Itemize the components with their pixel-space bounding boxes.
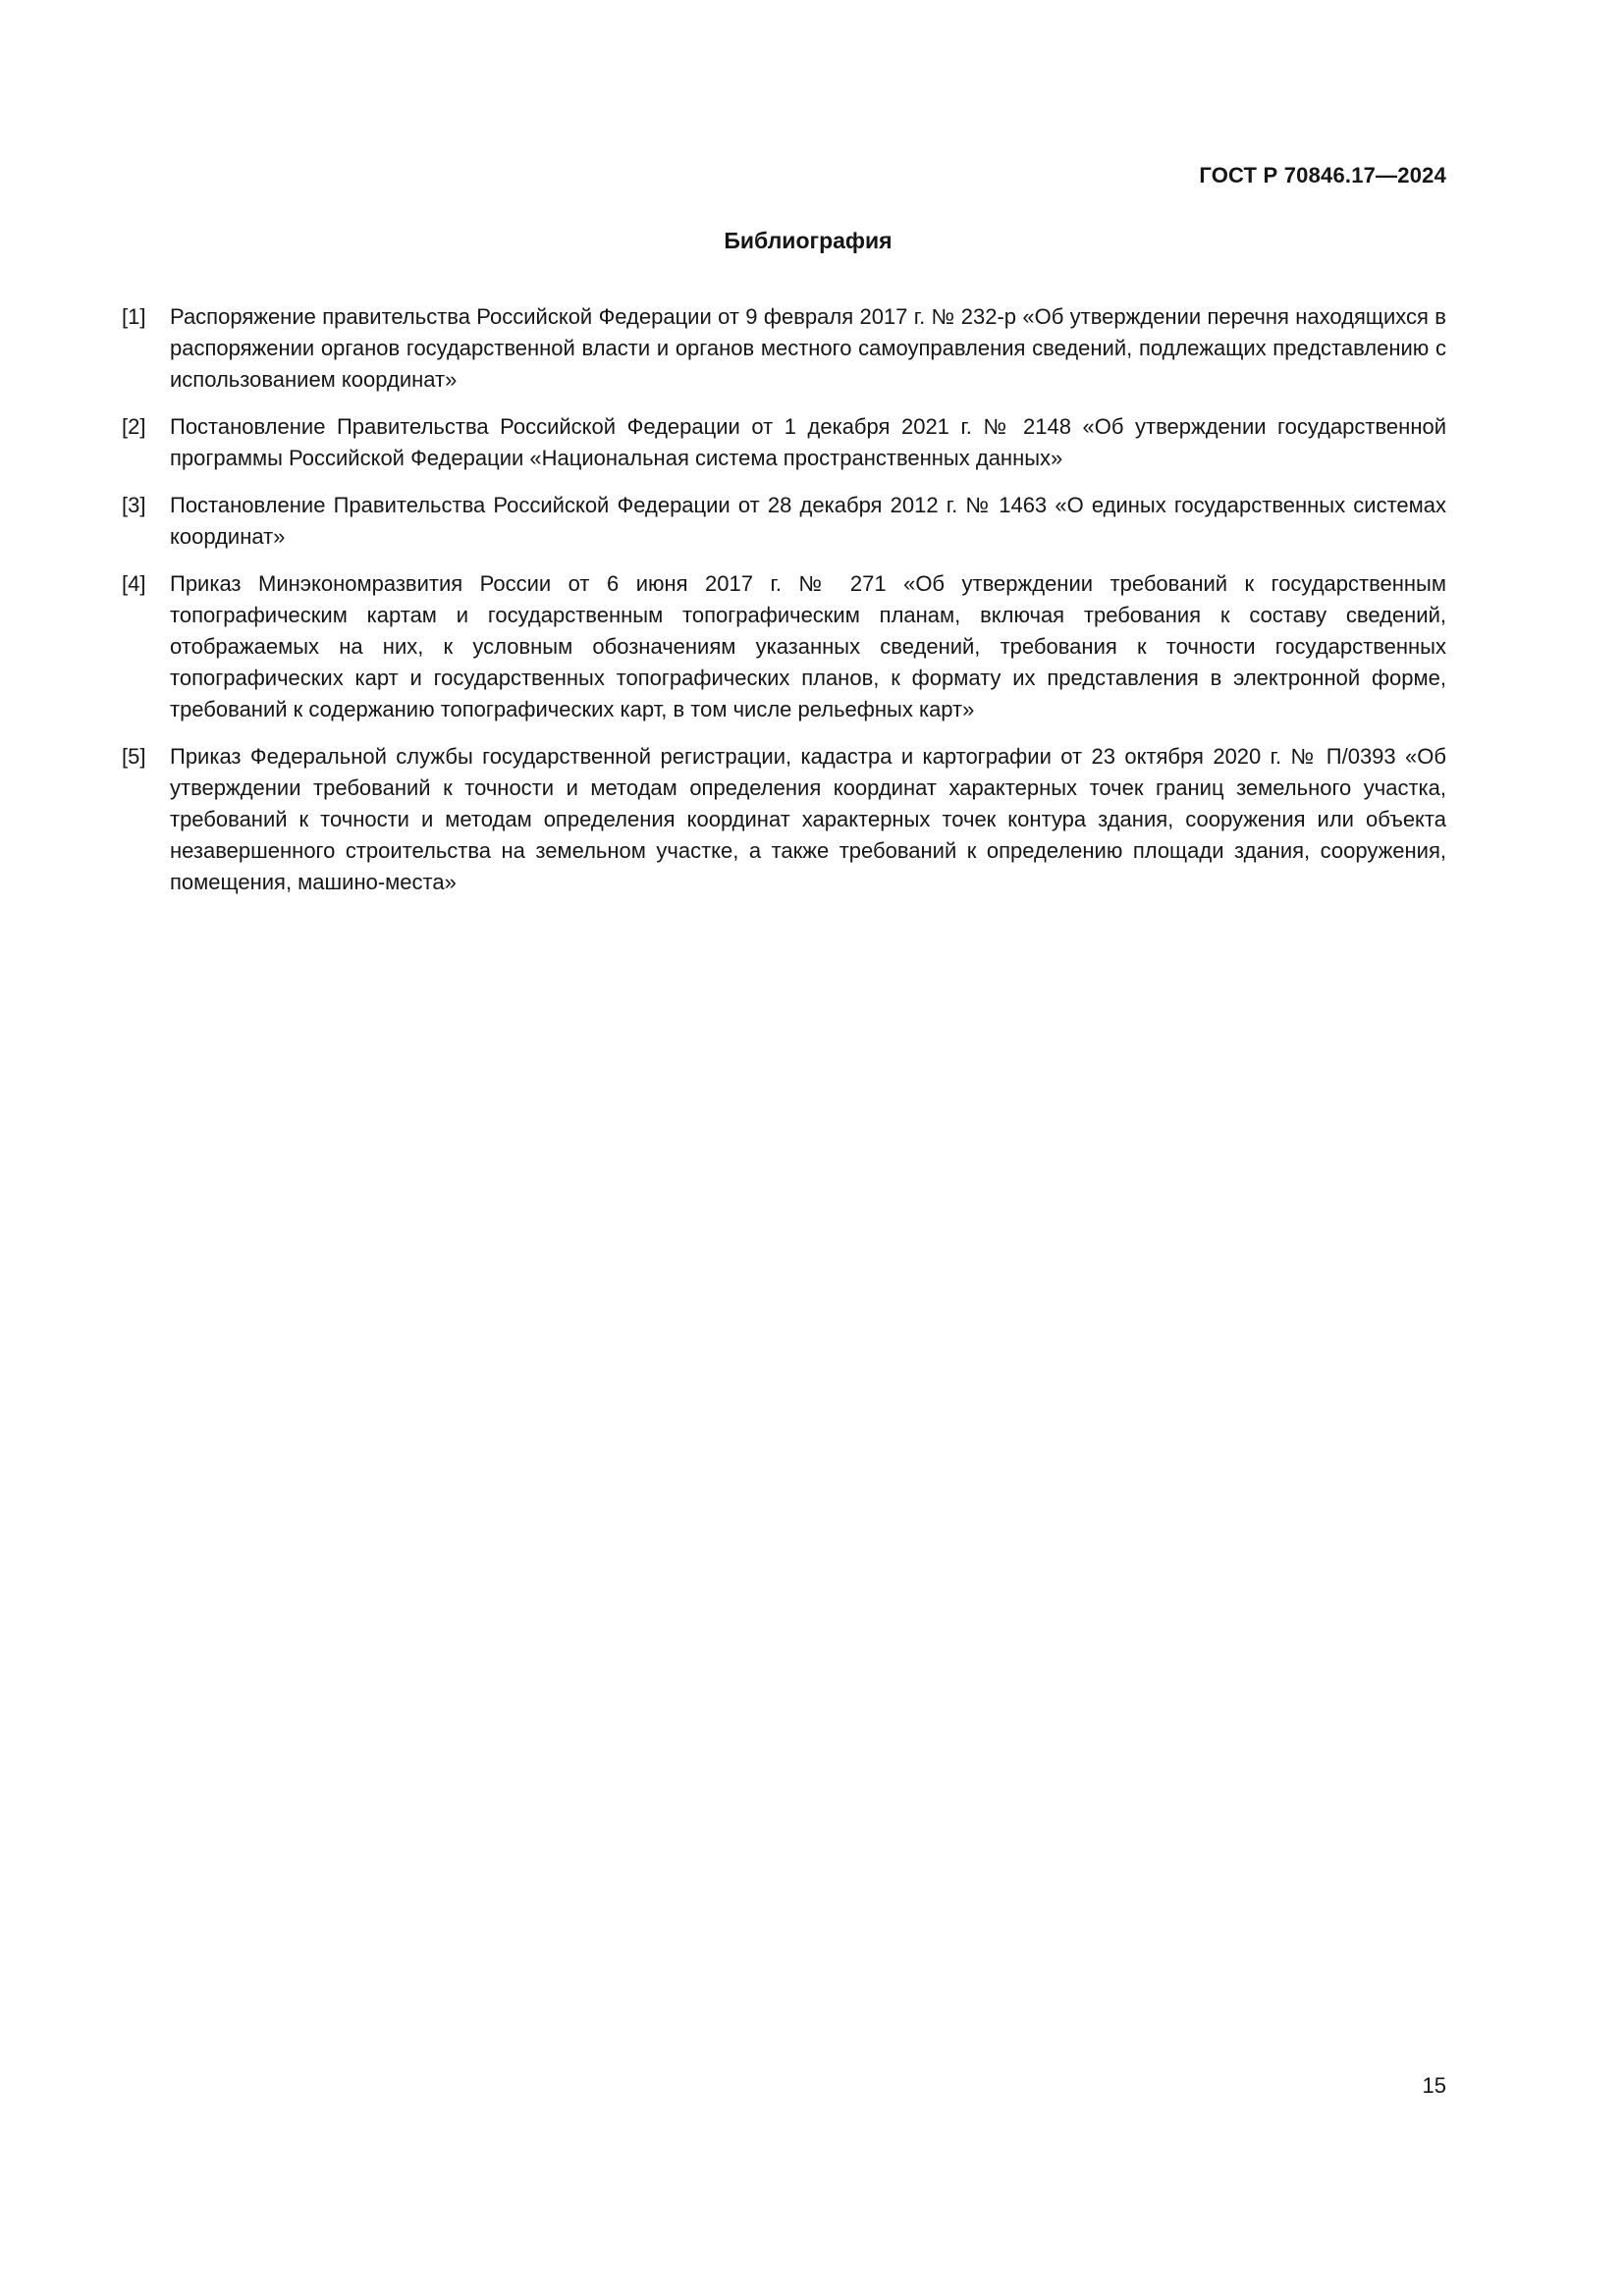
entry-number: [1] — [122, 304, 146, 329]
bibliography-list — [122, 301, 1446, 914]
entry-number: [3] — [122, 493, 146, 517]
bibliography-entry — [122, 568, 1446, 725]
bibliography-entry — [122, 741, 1446, 898]
bibliography-entry — [122, 301, 1446, 396]
entry-text: Приказ Федеральной службы государственной регистрации, кадастра и картографии от 23 октября 2020 г. № П/0393 «Об утверждении требований к точности и методам определения координат характерных точек границ земельного участка, требований к точности и методам определения координат характерных точек контура здания, сооружения или объекта незавершенного строительства на земельном участке, а также требований к определению площади здания, сооружения, помещения, машино-места» — [170, 744, 1446, 894]
entry-text: Приказ Минэкономразвития России от 6 июня 2017 г. № 271 «Об утверждении требований к государственным топографическим картам и государственным топографическим планам, включая требования к составу сведений, отображаемых на них, к условным обозначениям указанных сведений, требования к точности государственных топографических карт и государственных топографических планов, к формату их представления в электронной форме, требований к содержанию топографических карт, в том числе рельефных карт» — [170, 571, 1446, 721]
entry-text: Постановление Правительства Российской Федерации от 1 декабря 2021 г. № 2148 «Об утверждении государственной программы Российской Федерации «Национальная система пространственных данных» — [170, 414, 1446, 470]
standard-designation: ГОСТ Р 70846.17—2024 — [1199, 163, 1446, 187]
bibliography-entry — [122, 490, 1446, 553]
entry-number: [4] — [122, 571, 146, 596]
entry-number: [2] — [122, 414, 146, 439]
entry-text: Распоряжение правительства Российской Федерации от 9 февраля 2017 г. № 232-р «Об утверждении перечня находящихся в распоряжении органов государственной власти и органов местного самоуправления сведений, подлежащих представлению с использованием координат» — [170, 304, 1446, 392]
bibliography-entry — [122, 411, 1446, 474]
page-number: 15 — [1422, 2073, 1446, 2098]
entry-text: Постановление Правительства Российской Федерации от 28 декабря 2012 г. № 1463 «О единых государственных системах координат» — [170, 493, 1446, 549]
entry-number: [5] — [122, 744, 146, 769]
page-title: Библиография — [724, 228, 893, 253]
